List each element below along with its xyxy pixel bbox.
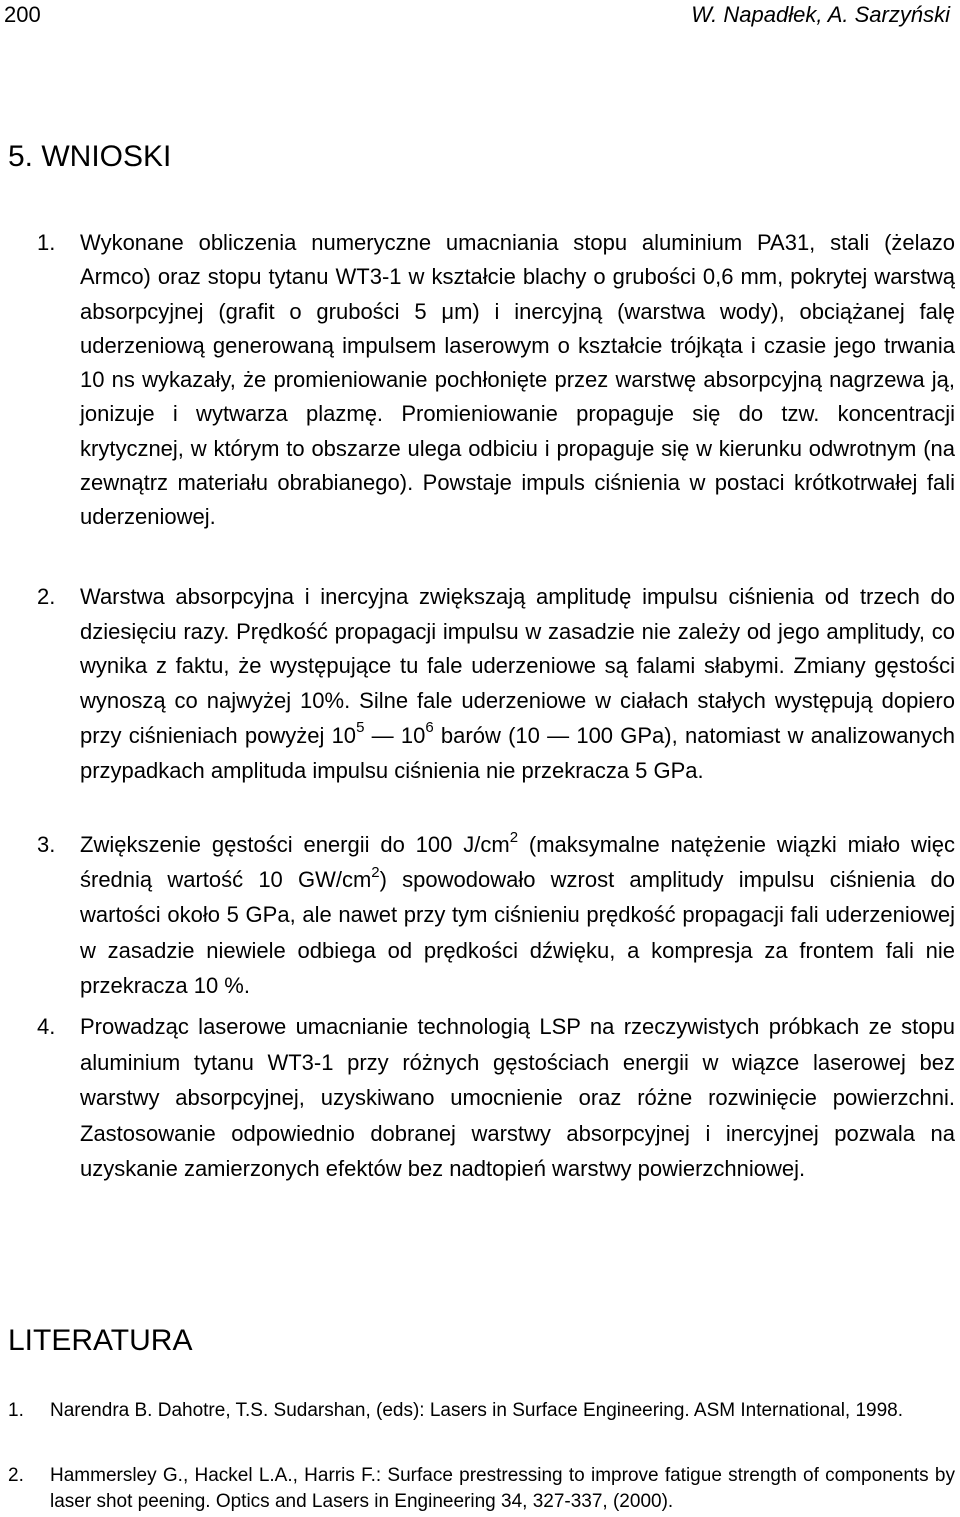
- reference-text: Hammersley G., Hackel L.A., Harris F.: Surface prestressing to improve fatigue strength of components by laser shot peening. Optics and Lasers in Engineering 34, 327-337, (2000).: [50, 1465, 955, 1512]
- reference-item-1: [8, 1398, 955, 1424]
- superscript: 5: [356, 719, 365, 737]
- conclusion-number: 2.: [37, 584, 56, 609]
- reference-item-2: [8, 1463, 955, 1515]
- reference-number: 1.: [8, 1400, 24, 1421]
- text-segment: barów (10 — 100 GPa), natomiast w analizowanych przypadkach amplituda impulsu ciśnienia nie przekracza 5 GPa.: [80, 722, 955, 783]
- page-number: 200: [4, 2, 41, 27]
- conclusion-text: Wykonane obliczenia numeryczne umacniania stopu aluminium PA31, stali (żelazo Armco) oraz stopu tytanu WT3-1 w kształcie blachy o grubości 0,6 mm, pokrytej warstwą absorpcyjnej (grafit o grubości 5 μm) i inercyjną (warstwa wody), obciążanej falę uderzeniową generowaną impulsem laserowym o kształcie trójkąta i czasie jego trwania 10 ns wykazały, że promieniowanie pochłonięte przez warstwę absorpcyjną nagrzewa ją, jonizuje i wytwarza plazmę. Promieniowanie propaguje się do tzw. koncentracji krytycznej, w którym to obszarze ulega odbiciu i propaguje się w kierunku odwrotnym (na zewnątrz materiału obrabianego). Powstaje impuls ciśnienia w postaci krótkotrwałej fali uderzeniowej.: [80, 230, 955, 530]
- text-segment: ) spowodowało wzrost amplitudy impulsu ciśnienia do wartości około 5 GPa, ale nawet przy tym ciśnieniu prędkość propagacji fali uderzeniowej w zasadzie niewiele odbiega od prędkości dźwięku, a kompresja za frontem fali nie przekracza 10 %.: [80, 867, 955, 998]
- conclusion-text: [80, 580, 955, 788]
- conclusion-text: Prowadząc laserowe umacnianie technologią LSP na rzeczywistych próbkach ze stopu aluminium tytanu WT3-1 przy różnych gęstościach energii w wiązce laserowej bez warstwy absorpcyjnej, uzyskiwano umocnienie oraz różne rozwinięcie powierzchni. Zastosowanie odpowiednio dobranej warstwy absorpcyjnej i inercyjnej pozwala na uzyskanie zamierzonych efektów bez nadtopień warstwy powierzchniowej.: [80, 1014, 955, 1182]
- conclusion-item-2: [37, 580, 955, 788]
- superscript: 6: [425, 719, 434, 737]
- conclusion-text: [80, 827, 955, 1003]
- text-segment: Zwiększenie gęstości energii do 100 J/cm: [80, 832, 510, 857]
- conclusion-number: 1.: [37, 230, 56, 255]
- text-segment: (maksymalne natężenie wiązki miało więc średnią wartość 10 GW/cm: [80, 832, 956, 893]
- text-segment: Warstwa absorpcyjna i inercyjna zwiększają amplitudę impulsu ciśnienia od trzech do dziesięciu razy. Prędkość propagacji impulsu w zasadzie nie zależy od jego amplitudy, co wynika z faktu, że występujące tu fale uderzeniowe są falami słabymi. Zmiany gęstości wynoszą co najwyżej 10%. Silne fale uderzeniowe w ciałach stałych występują dopiero przy ciśnieniach powyżej 10: [80, 584, 955, 748]
- conclusion-item-4: [37, 1009, 955, 1187]
- literature-title: LITERATURA: [8, 1324, 193, 1357]
- conclusion-number: 4.: [37, 1014, 56, 1039]
- text-segment: — 10: [364, 722, 426, 748]
- reference-number: 2.: [8, 1465, 24, 1486]
- conclusion-number: 3.: [37, 832, 56, 857]
- superscript: 2: [371, 863, 380, 881]
- conclusion-item-3: [37, 827, 956, 1003]
- reference-text: Narendra B. Dahotre, T.S. Sudarshan, (eds): Lasers in Surface Engineering. ASM International, 1998.: [50, 1400, 904, 1421]
- superscript: 2: [509, 828, 519, 846]
- section-title: 5. WNIOSKI: [8, 140, 172, 173]
- running-head-authors: W. Napadłek, A. Sarzyński: [691, 2, 950, 27]
- page-header: [0, 0, 960, 40]
- conclusion-item-1: [37, 226, 955, 535]
